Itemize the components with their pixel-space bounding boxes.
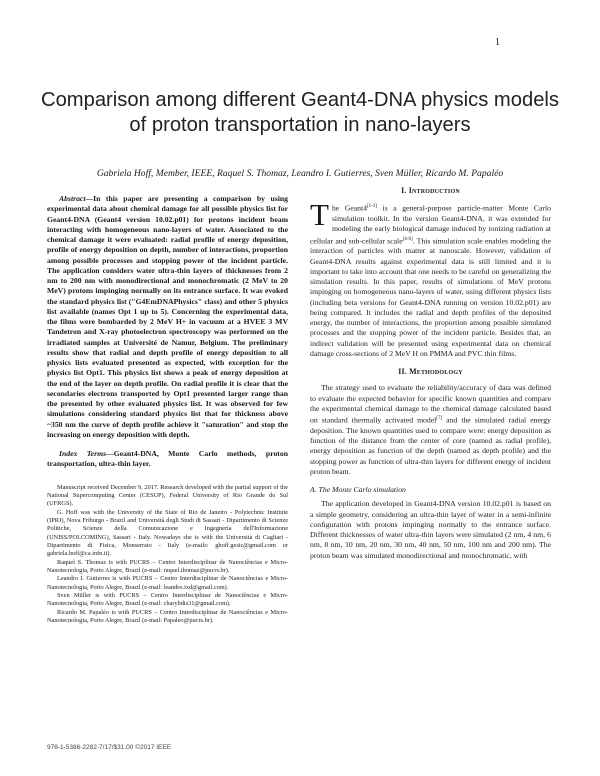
footnote: Manuscript received December 9, 2017. Research developed with the partial support of the National Supercomputing Center (CESUP), Federal University of Rio Grande do Sul (UFRGS).: [47, 483, 288, 508]
left-column: [47, 186, 288, 625]
abstract: [47, 194, 288, 440]
introduction-paragraph: [310, 197, 551, 359]
paper-title: Comparison among different Geant4-DNA physics models of proton transportation in nano-layers: [40, 89, 560, 136]
monte-carlo-paragraph: The application developed in Geant4-DNA version 10.02.p01 is based on a simple geometry, considering an ultra-thin layer of water in a semi-infinite configuration with protons impinging normally to the entrance surface. Different thicknesses of water ultra-thin layers were simulated (2 nm, 4 nm, 6 nm, 8 nm, 10 nm, 20 nm, 30 nm, 40 nm, 50 nm, 100 nm and 200 nm). The proton beam was simulated monodirectional and monochromatic, with: [310, 499, 551, 560]
citation: [4-6]: [402, 236, 413, 242]
index-terms-lead: Index Terms: [59, 449, 107, 458]
page-number: 1: [495, 37, 500, 48]
intro-text: he Geant4: [331, 203, 367, 213]
footnote: Ricardo M. Papaléo is with PUCRS – Centro Interdisciplinar de Nanociências e Micro-Nanotecnologia, Porto Alegre, Brazil (e-mail: Papaleo@pucrs.br).: [47, 608, 288, 624]
introduction-heading: I. Introduction: [401, 186, 460, 195]
footnote: Sven Müller is with PUCRS – Centro Interdisciplinar de Nanociências e Micro-Nanotecnologia, Porto Alegre, Brazil (e-mail: charybdis31@gmail.com).: [47, 591, 288, 608]
footnote: Leandro I. Gutierres is with PUCRS – Centro Interdisciplinar de Nanociências e Micro-Nanotecnologia, Porto Alegre, Brazil (e-mail: leandro.ixd@gmail.com).: [47, 575, 288, 591]
copyright-notice: 978-1-5386-2282-7/17/$31.00 ©2017 IEEE: [47, 744, 172, 751]
monte-carlo-heading: A. The Monte Carlo simulation: [310, 485, 406, 495]
methodology-heading: II. Methodology: [398, 367, 463, 377]
right-column: [310, 186, 551, 561]
index-terms-text: —Geant4-DNA, Monte Carlo methods, proton transportation, ultra-thin layer.: [47, 449, 288, 469]
drop-cap: T: [310, 197, 329, 233]
methodology-paragraph: [310, 383, 551, 477]
index-terms: [47, 449, 288, 470]
footnote: Raquel S. Thomaz is with PUCRS – Centro Interdisciplinar de Nanociências e Micro-Nanotecnologia, Porto Alegre, Brazil (e-mail: raquel.thomaz@pucrs.br).: [47, 558, 288, 574]
intro-text: is a general-purpose particle-matter Monte Carlo simulation toolkit. In the version Geant4-DNA, it was extended for modeling the early biological damage induced by ionizing radiation at cellular and sub-cellular scale: [310, 203, 551, 246]
methodology-text: and the simulated radial energy deposition. The known quantities used to compare were: energy deposition as function of the distance from the center of core (named as radial profile), energy deposition as function of the depth (named as depth profile) and the stopping power as function of ultra-thin layers for different energy of incident proton beam.: [310, 415, 551, 476]
methodology-text: The strategy used to evaluate the reliability/accuracy of data was defined to evaluate the expected behavior for specific known quantities and compare the experimental chemical damage to the chemical damage calculated based on standard thermally activated model: [310, 383, 551, 425]
citation: [7]: [436, 416, 443, 422]
footnotes: [47, 484, 288, 626]
abstract-lead: Abstract: [59, 194, 86, 203]
intro-text: . This simulation scale enables modeling the interaction of particles with matter at nanoscale. However, validation of Geant4-DNA results against experimental data is still limited and it is important to take into account that one needs to be careful on generalizing the simulation results. In this paper, results of simulations of MeV protons impinging on homogeneous nano-layers of water, using different physics lists (including beta versions for Geant4-DNA running on version 10.02.p01) are being compared. It includes the radial and depth profiles of the deposited energy, the number of interactions, the proportion among possible simulated processes and the stopping power of the incident particle. Besides that, an indirect validation will be presented using experimental data on chemical damage cross-sections of 2 MeV H on PMMA and PVC thin films.: [310, 236, 551, 358]
abstract-text: —In this paper are presenting a comparison by using experimental data about chemical damage for all possible physics list for Geant4-DNA (Geant4 version 10.02.p01) for protons incident beam interacting with homogeneous nano-layers of water. Associated to the chemical damage it were evaluated: radial profile of energy deposition, profile of energy deposition on depth, number of interactions, proportion among possible processes and stopping power of the incident particle. The application considers water ultra-thin layers of thicknesses from 2 nm to 200 nm with monodirectional and monochromatic (2 MeV to 20 MeV) protons impinging normally on its entrance surface. It was evoked the standard physics list ("G4EmDNAPhysics" class) and other 5 physics list available (names Opt 1 up to 5). Concerning the experimental data, the films were bombarded by 2 MeV H+ in vacuum at a HVEE 3 MV Tandetron and X-ray photoelectron spectroscopy was performed on the irradiated samples at Université de Namur, Belgium. The preliminary results show that radial and depth profile of energy deposition to all physics lists evaluated presented as expected, with exception for the physics list Opt1. This physics list shows a peak of energy deposition at the end of the layer on depth profile. On radial profile it is clear that the secondaries electrons transported by Opt1 presented larger range than the presented by other evaluated physics list. It was observed for few simulations considering standard physics list that for thickness above ~350 nm the curve of depth profile achieve it "saturation" and stop the increasing on energy deposition with depth.: [47, 194, 288, 439]
citation: [1-3]: [366, 204, 377, 210]
footnote: G. Hoff was with the University of the State of Rio de Janeiro - Polytechnic Institute (IPRJ), Nova Friburgo - Brazil and Università degli Studi di Sassari - Dipartimento di Scienze Politiche, Scienze della Comunicazione e Ingegneria dell'Informazione (UNISS/POLCOMING), Sassari - Italy. Nowadays she is with the Università di Cagliari - Dipartimento di Fisica, Monserrato - Italy (e-mails: ghoff.gesic@gmail.com or gabriela.hoff@ca.infn.it).: [47, 508, 288, 558]
author-list: Gabriela Hoff, Member, IEEE, Raquel S. Thomaz, Leandro I. Gutierres, Sven Müller, Ricardo M. Papaléo: [96, 168, 504, 179]
